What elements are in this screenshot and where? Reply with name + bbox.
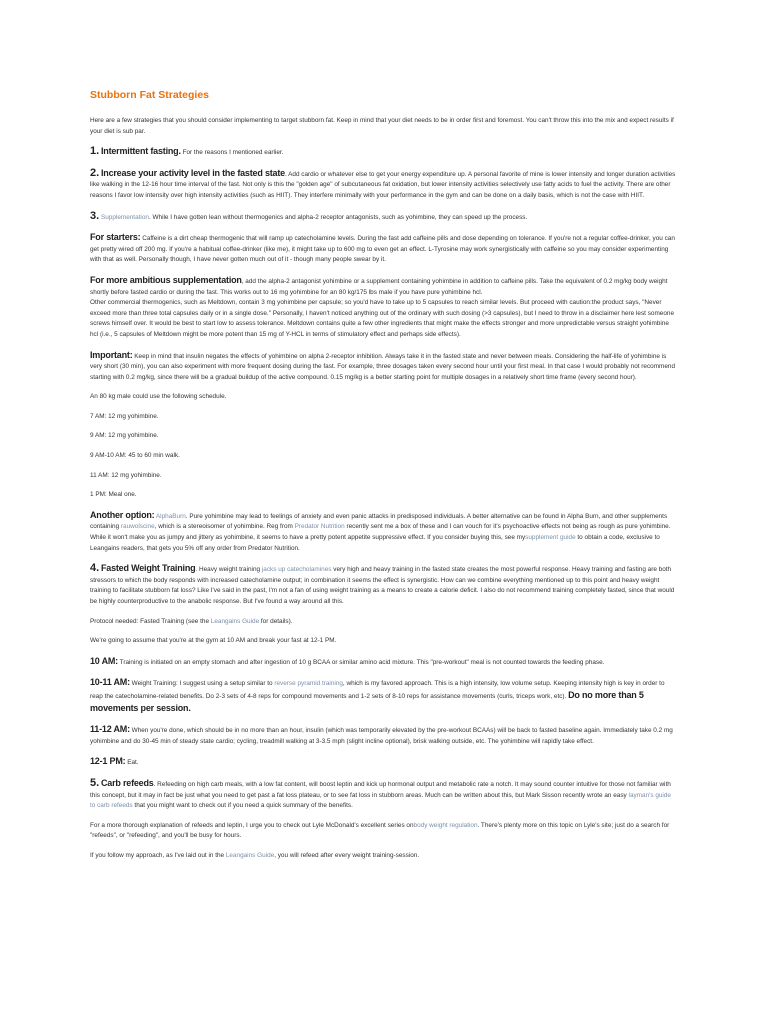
leangains-guide-link[interactable]: Leangains Guide (210, 617, 260, 625)
time-heading: 12-1 PM: (90, 756, 126, 767)
movements-note: Do no more than 5 movements per session. (90, 689, 644, 713)
article-body (90, 88, 678, 871)
protocol-paragraph (90, 617, 678, 628)
another-option-text: . Pure yohimbine may lead to feelings of anxiety and even panic attacks in predisposed individuals. A better alternative can be found in Alpha Burn, and other supplements containing (90, 512, 668, 531)
leangains-guide-link-2[interactable]: Leangains Guide (225, 851, 275, 859)
schedule-item: 9 AM-10 AM: 45 to 60 min walk. (90, 452, 180, 460)
explanation-text: . There's plenty more on this topic on Lyle's site; just do a search for "refeeds", or "refeeding", and you'll be busy for hours. (90, 821, 670, 840)
time-10am (90, 656, 678, 669)
time-heading: 10 AM: (90, 655, 118, 666)
strategy-text: For the reasons I mentioned earlier. (182, 149, 284, 157)
strategy-number: 5. (90, 776, 100, 789)
strategy-number: 4. (90, 562, 100, 575)
another-option-text: , which is a stereoisomer of yohimbine. Reg from (154, 523, 293, 531)
time-text: Weight Training: I suggest using a setup similar to (131, 680, 273, 688)
strategy-text: . While I have gotten lean without thermogenics and alpha-2 receptor antagonists, such as yohimbine, they can speed up the process. (148, 213, 528, 221)
schedule-item: 7 AM: 12 mg yohimbine. (90, 412, 159, 420)
strategy-text: that you might want to check out if you need a quick summary of the benefits. (134, 802, 353, 810)
strategy-1 (90, 146, 678, 159)
supplementation-link[interactable]: Supplementation (100, 213, 149, 221)
strategy-text: very high and heavy training in the fasted state creates the most powerful response. Heavy training and fasting are both stressors to which the body responds with increased catecholamine output; in combination it seems the effect is synergistic. How can we combine everything mentioned up to this point and heavy weight training to facilitate stubborn fat loss? Like I've said in the past, I'm not a fan of using weight training as a means to create a calorie deficit. I also do not recommend training completely fasted, since that would be highly counterproductive to the anabolic response. But I've found a way around all this. (90, 566, 675, 605)
follow-text: If you follow my approach, as I've laid out in the (90, 851, 225, 859)
time-11-12am (90, 724, 678, 747)
follow-paragraph (90, 851, 678, 862)
explanation-paragraph (90, 821, 678, 842)
time-text: Training is initiated on an empty stomach and after ingestion of 10 g BCAA or similar amino acid mixture. This "pre-workout" meal is not counted towards the feeding phase. (119, 658, 605, 666)
starters-paragraph (90, 232, 678, 266)
another-option-heading: Another option: (90, 509, 155, 520)
time-text: , which is my favored approach. This is a high intensity, low volume setup. Keeping intensity high is key in order to reap the catecholamine-related benefits. Do 2-3 sets of 4-8 reps for compound movements and 1-2 sets of 8-10 reps for assistance movements (curls, triceps work, etc). (90, 680, 665, 700)
time-10-11am (90, 677, 678, 715)
schedule-intro: An 80 kg male could use the following schedule. (90, 393, 227, 401)
schedule-item: 11 AM: 12 mg yohimbine. (90, 471, 162, 479)
supplement-guide-link[interactable]: supplement guide (525, 534, 576, 542)
protocol-text: for details). (260, 617, 293, 625)
strategy-2 (90, 168, 678, 202)
strategy-heading: Increase your activity level in the fasted state (100, 167, 285, 178)
body-weight-regulation-link[interactable]: body weight regulation (413, 821, 478, 829)
ambitious-text-2: Other commercial thermogenics, such as Meltdown, contain 3 mg yohimbine per capsule; so you'd have to take up to 5 capsules to reach similar levels. But proceed with caution:the product says, "Never exceed more than three total capsules daily or in a single dose." Personally, I haven't noticed anything out of the ordinary with such dosing (>3 capsules), but I need to throw in a disclaimer here lest someone screws himself over. It would be best to start low to assess tolerance. Meltdown contains quite a few other ingredients that might make the effects stronger and more unpredictable versus straight yohimbine hcl (i.e., 5 capsules of Meltdown might be more potent than 15 mg of Y-HCL in terms of stimulatory effect and perhaps side effects). (90, 299, 675, 338)
strategy-text: . Heavy weight training (195, 566, 261, 574)
time-text: When you're done, which should be in no more than an hour, insulin (which was temporarily elevated by the pre-workout BCAAs) will be back to fasted baseline again. Immediately take 0.2 mg yohimbine and do 30-45 min of steady state cardio; cycling, treadmill walking at 3-3.5 mph (slight incline optional), brisk walking outside, etc. The yohimbine will rapidly take effect. (90, 727, 673, 745)
assume-paragraph: We're going to assume that you're at the gym at 10 AM and break your fast at 12-1 PM. (90, 637, 337, 645)
strategy-heading: Fasted Weight Training (100, 563, 196, 574)
alphaburn-link[interactable]: AlphaBurn (155, 512, 186, 520)
schedule-item: 1 PM: Meal one. (90, 491, 137, 499)
ambitious-paragraph (90, 275, 678, 341)
important-heading: Important: (90, 349, 133, 360)
carb-refeeds-link[interactable]: layman's guide to carb refeeds (90, 791, 671, 810)
strategy-5 (90, 778, 678, 812)
strategy-text: . Refeeding on high carb meals, with a low fat content, will boost leptin and kick up hormonal output and metabolic rate a notch. It may sound counter intuitive for those not familiar with this concept, but it may in fact be just what you need to get past a fat loss plateau, or to see fat loss in stubborn areas. Much can be written about this, but Mark Sisson recently wrote an easy (90, 780, 671, 799)
strategy-4 (90, 563, 678, 607)
strategy-number: 1. (90, 145, 100, 158)
predator-nutrition-link[interactable]: Predator Nutrition (294, 523, 345, 531)
reverse-pyramid-link[interactable]: reverse pyramid training (274, 680, 343, 688)
another-option-paragraph (90, 510, 678, 554)
ambitious-text: , add the alpha-2 antagonist yohimbine or a supplement containing yohimbine in addition to caffeine pills. Take the equivalent of 0.2 mg/kg body weight shortly before fasted cardio or during the fast. This works out to 16 mg yohimbine for an 80 kg/175 lbs male if you have pure yohimbine hcl. (90, 277, 668, 296)
protocol-text: Protocol needed: Fasted Training (see the (90, 617, 210, 625)
strategy-text: . Add cardio or whatever else to get your energy expenditure up. A personal favorite of mine is lower intensity and longer duration activities like walking in the 12-16 hour time interval of the fast. Not only is this the "golden age" of subcutaneous fat oxidation, but lower intensity activities selectively use fatty acids to fuel the activity. There are other reasons I favor low intensity over high intensity activities (such as HIIT). They interfere minimally with your performance in the gym and can be done on a daily basis, which is not the case with HIIT. (90, 170, 676, 199)
strategy-heading: Intermittent fasting. (100, 146, 181, 157)
intro-paragraph: Here are a few strategies that you should consider implementing to target stubborn fat. Keep in mind that your diet needs to be in order first and foremost. You can't throw this into the mix and expect results if your diet is sub par. (90, 117, 674, 135)
time-heading: 10-11 AM: (90, 677, 130, 688)
another-option-text: recently sent me a box of these and I can vouch for it's psychoactive effects not being as rough as pure yohimbine. While it won't make you as jumpy and jittery as yohimbine, it seems to have a pretty potent appetite suppressive effect. If you consider buying this, see my (90, 523, 671, 542)
strategy-heading: Carb refeeds (100, 777, 154, 788)
important-text: Keep in mind that insulin negates the effects of yohimbine on alpha 2-receptor inhibition. Always take it in the fasted state and never between meals. Considering the half-life of yohimbine is very short (30 min), you can also experiment with more frequent dosing during the fast. For example, three dosages taken every second hour until your first meal. In that case I would probably not recommend starting with 0.2 mg/kg, since there will be a gradual buildup of the active compound. 0.15 mg/kg is a better starting point for multiple dosages in a relatively short time frame (every second hour). (90, 352, 676, 381)
strategy-number: 3. (90, 209, 100, 222)
follow-text: , you will refeed after every weight training-session. (274, 851, 420, 859)
another-option-text: to obtain a code, exclusive to Leangains readers, that gets you 5% off any order from Predator Nutrition. (90, 534, 660, 552)
strategy-number: 2. (90, 166, 100, 179)
time-text: Eat. (127, 759, 139, 767)
rauwolscine-link[interactable]: rauwolscine (120, 523, 155, 531)
catecholamines-link[interactable]: jacks up catecholamines (261, 566, 332, 574)
ambitious-heading: For more ambitious supplementation (90, 274, 242, 285)
time-heading: 11-12 AM: (90, 724, 130, 735)
strategy-3 (90, 211, 678, 224)
time-12-1pm (90, 756, 678, 769)
schedule-item: 9 AM: 12 mg yohimbine. (90, 432, 159, 440)
important-paragraph (90, 350, 678, 384)
starters-heading: For starters: (90, 232, 141, 243)
article-title: Stubborn Fat Strategies (90, 89, 210, 101)
explanation-text: For a more thorough explanation of refeeds and leptin, I urge you to check out Lyle McDonald's excellent series on (90, 821, 414, 829)
starters-text: Caffeine is a dirt cheap thermogenic that will ramp up catecholamine levels. During the fast add caffeine pills and dose depending on tolerance. If you're not a regular coffee-drinker, you can get pretty wired off 200 mg. If you're a habitual coffee-drinker (like me), it might take up to 600 mg to even get an effect. L-Tyrosine may work synergistically with caffeine so you may consider experimenting with that as well. Personally though, I have never gotten much out of it - though many people swear by it. (90, 235, 675, 264)
